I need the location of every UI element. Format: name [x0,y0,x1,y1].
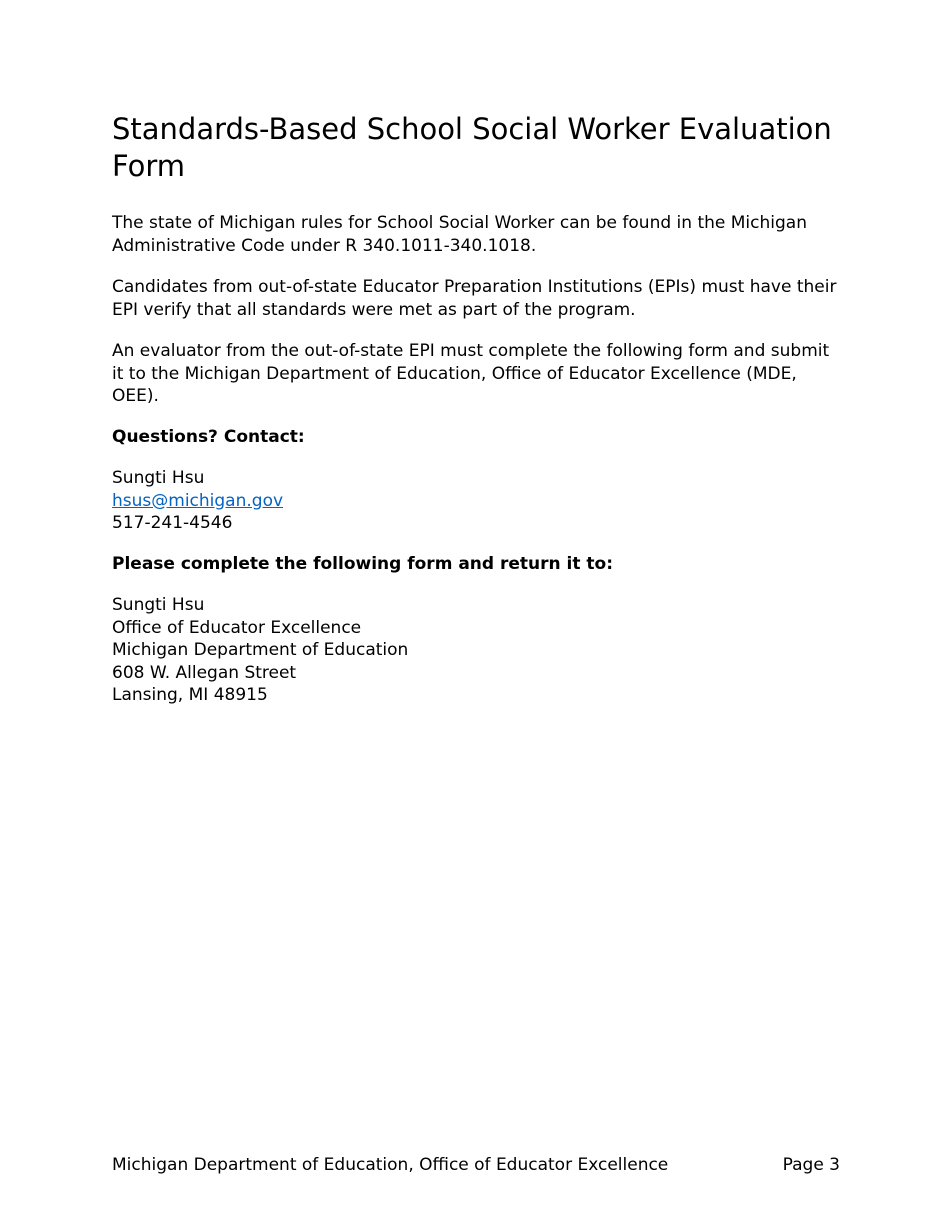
contact-name: Sungti Hsu [112,468,205,488]
address-line-department: Michigan Department of Education [112,640,409,660]
footer-organization: Michigan Department of Education, Office of Educator Excellence [112,1155,669,1175]
address-line-city: Lansing, MI 48915 [112,685,268,705]
address-line-street: 608 W. Allegan Street [112,662,297,683]
return-heading: Please complete the following form and return it to: [112,554,614,574]
intro-paragraph-candidates: Candidates from out-of-state Educator Preparation Institutions (EPIs) must have their EPI verify that all standards were met as part of the program. [112,277,837,320]
address-line-office: Office of Educator Excellence [112,617,362,638]
document-page [112,0,842,1232]
contact-block [112,467,283,535]
contact-phone: 517-241-4546 [112,513,233,533]
intro-paragraph-rules: The state of Michigan rules for School Social Worker can be found in the Michigan Administrative Code under R 340.1011-340.1018. [112,213,807,256]
questions-heading: Questions? Contact: [112,427,305,447]
contact-email-link[interactable]: hsus@michigan.gov [112,490,284,511]
return-address-block [112,594,408,707]
address-line-name: Sungti Hsu [112,595,205,615]
footer-page-number: Page 3 [782,1155,840,1175]
intro-paragraph-evaluator: An evaluator from the out-of-state EPI must complete the following form and submit it to the Michigan Department of Education, Office of Educator Excellence (MDE, OEE). [112,341,830,406]
page-title: Standards-Based School Social Worker Evaluation Form [112,112,832,183]
